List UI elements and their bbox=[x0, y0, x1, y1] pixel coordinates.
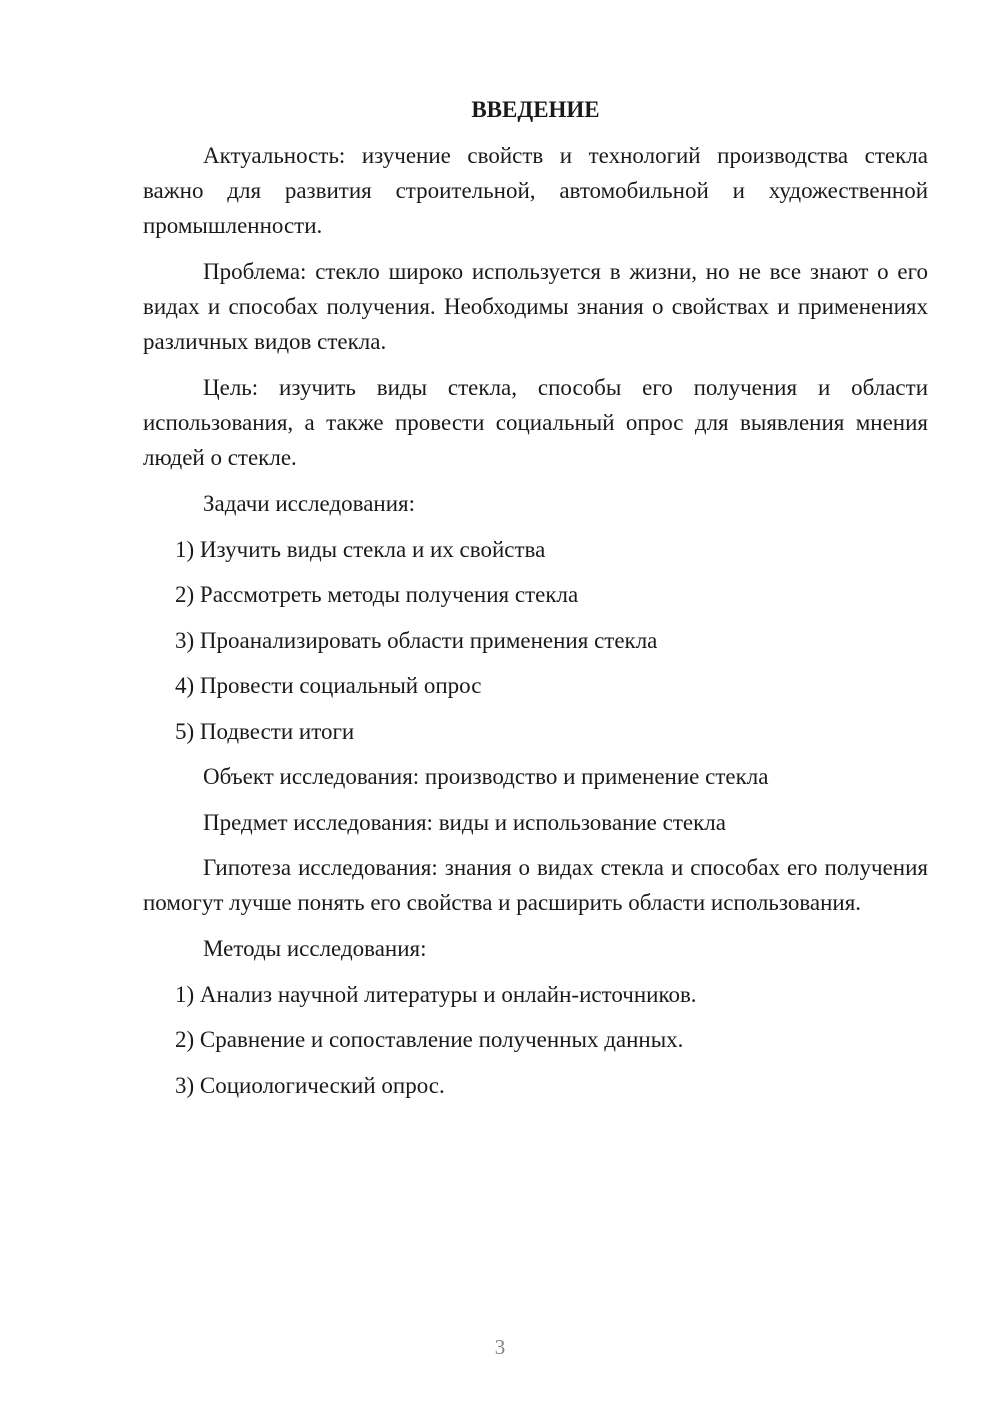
task-item-1: 1) Изучить виды стекла и их свойства bbox=[175, 536, 546, 562]
task-item-4: 4) Провести социальный опрос bbox=[175, 673, 482, 698]
task-item-3: 3) Проанализировать области применения стекла bbox=[175, 627, 658, 653]
methods-heading: Методы исследования: bbox=[203, 936, 427, 961]
goal-paragraph: Цель: изучить виды стекла, способы его получения и области использования, а также провести социальный опрос для выявления мнения людей о стекле. bbox=[143, 375, 928, 470]
research-object: Объект исследования: производство и применение стекла bbox=[203, 764, 769, 789]
hypothesis-paragraph: Гипотеза исследования: знания о видах стекла и способах его получения помогут лучше понять его свойства и расширить области использования. bbox=[143, 855, 928, 915]
problem-paragraph: Проблема: стекло широко используется в жизни, но не все знают о его видах и способах получения. Необходимы знания о свойствах и применениях различных видов стекла. bbox=[143, 259, 928, 354]
task-item-2: 2) Рассмотреть методы получения стекла bbox=[175, 582, 579, 607]
page-number: 3 bbox=[494, 1335, 506, 1359]
relevance-paragraph: Актуальность: изучение свойств и технологий производства стекла важно для развития строительной, автомобильной и художественной промышленности. bbox=[143, 143, 928, 238]
method-item-3: 3) Социологический опрос. bbox=[175, 1072, 445, 1098]
method-item-1: 1) Анализ научной литературы и онлайн-источников. bbox=[175, 981, 697, 1007]
method-item-2: 2) Сравнение и сопоставление полученных данных. bbox=[175, 1027, 684, 1052]
task-item-5: 5) Подвести итоги bbox=[175, 718, 355, 744]
tasks-heading: Задачи исследования: bbox=[203, 491, 416, 516]
page-content bbox=[143, 92, 928, 1113]
section-title: ВВЕДЕНИЕ bbox=[471, 97, 600, 122]
research-subject: Предмет исследования: виды и использование стекла bbox=[203, 809, 726, 835]
